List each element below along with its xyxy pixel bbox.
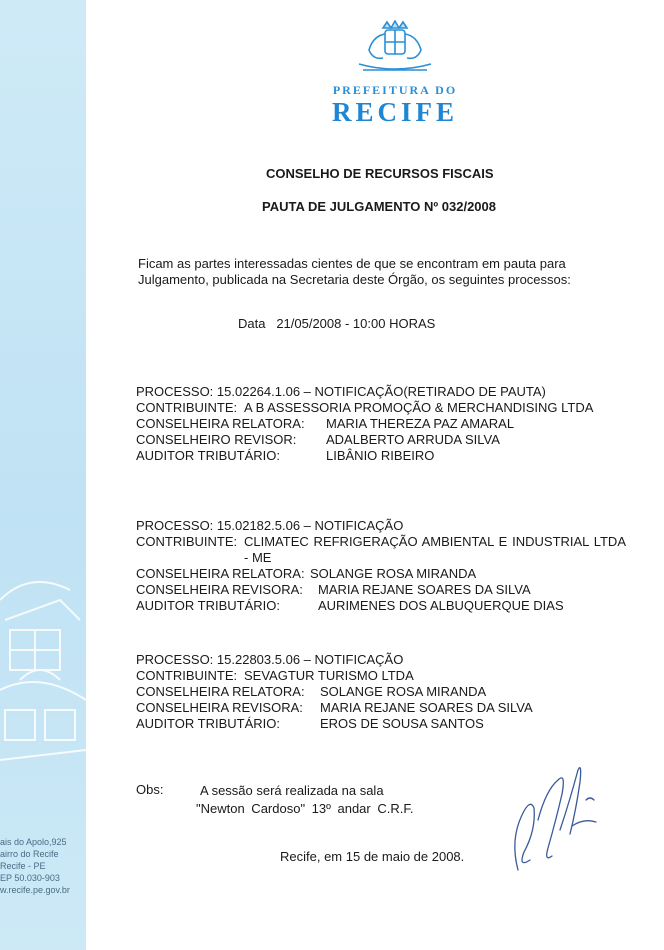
- rapporteur-value: MARIA THEREZA PAZ AMARAL: [326, 416, 515, 431]
- process-block: [136, 652, 606, 732]
- taxpayer-value: SEVAGTUR TURISMO LTDA: [244, 668, 414, 683]
- taxpayer-value: CLIMATEC REFRIGERAÇÃO AMBIENTAL E INDUSTRIAL LTDA - ME: [244, 534, 626, 565]
- rapporteur-label: CONSELHEIRA RELATORA:: [136, 416, 305, 431]
- address-line: EP 50.030-903: [0, 873, 60, 883]
- session-date-label: Data: [238, 316, 266, 331]
- process-block: [136, 518, 628, 614]
- rapporteur-label: CONSELHEIRA RELATORA:: [136, 684, 305, 699]
- auditor-value: LIBÂNIO RIBEIRO: [326, 448, 435, 463]
- brand-small-text: PREFEITURA DO: [332, 83, 458, 97]
- coat-of-arms-icon: [355, 20, 435, 76]
- intro-paragraph: Ficam as partes interessadas cientes de que se encontram em pauta para Julgamento, publicada na Secretaria deste Órgão, os seguintes processos:: [138, 256, 571, 287]
- process-number: PROCESSO: 15.22803.5.06 – NOTIFICAÇÃO: [136, 652, 404, 667]
- obs-label: Obs:: [136, 782, 164, 797]
- auditor-value: EROS DE SOUSA SANTOS: [320, 716, 484, 731]
- place-and-date: Recife, em 15 de maio de 2008.: [280, 849, 465, 864]
- rapporteur-value: SOLANGE ROSA MIRANDA: [320, 684, 487, 699]
- rapporteur-value: SOLANGE ROSA MIRANDA: [310, 566, 477, 581]
- handwritten-signature: [500, 760, 610, 890]
- address-line: ais do Apolo,925: [0, 837, 67, 847]
- process-number: PROCESSO: 15.02182.5.06 – NOTIFICAÇÃO: [136, 518, 404, 533]
- taxpayer-value: A B ASSESSORIA PROMOÇÃO & MERCHANDISING LTDA: [244, 400, 594, 415]
- reviewer-label: CONSELHEIRO REVISOR:: [136, 432, 297, 447]
- auditor-label: AUDITOR TRIBUTÁRIO:: [136, 598, 280, 613]
- obs-text-line1: A sessão será realizada na sala: [200, 783, 384, 798]
- reviewer-value: ADALBERTO ARRUDA SILVA: [326, 432, 500, 447]
- left-decorative-stripe: [0, 0, 86, 950]
- process-number: PROCESSO: 15.02264.1.06 – NOTIFICAÇÃO(RETIRADO DE PAUTA): [136, 384, 546, 399]
- reviewer-label: CONSELHEIRA REVISORA:: [136, 582, 303, 597]
- auditor-label: AUDITOR TRIBUTÁRIO:: [136, 448, 280, 463]
- prefeitura-logo: [320, 20, 470, 126]
- document-subtitle: PAUTA DE JULGAMENTO Nº 032/2008: [262, 199, 496, 214]
- reviewer-label: CONSELHEIRA REVISORA:: [136, 700, 303, 715]
- reviewer-value: MARIA REJANE SOARES DA SILVA: [318, 582, 531, 597]
- taxpayer-label: CONTRIBUINTE:: [136, 400, 238, 415]
- rapporteur-label: CONSELHEIRA RELATORA:: [136, 566, 305, 581]
- auditor-value: AURIMENES DOS ALBUQUERQUE DIAS: [318, 598, 564, 613]
- obs-text-line2: "Newton Cardoso" 13º andar C.R.F.: [196, 801, 414, 816]
- reviewer-value: MARIA REJANE SOARES DA SILVA: [320, 700, 533, 715]
- brand-large-text: RECIFE: [331, 97, 458, 127]
- session-date: [238, 316, 435, 331]
- taxpayer-label: CONTRIBUINTE:: [136, 668, 238, 683]
- taxpayer-label: CONTRIBUINTE:: [136, 534, 238, 549]
- address-line: airro do Recife: [0, 849, 59, 859]
- auditor-label: AUDITOR TRIBUTÁRIO:: [136, 716, 280, 731]
- document-title: CONSELHO DE RECURSOS FISCAIS: [266, 166, 494, 181]
- address-line: w.recife.pe.gov.br: [0, 885, 70, 895]
- address-line: Recife - PE: [0, 861, 46, 871]
- address-block: [0, 836, 86, 896]
- session-date-value: 21/05/2008 - 10:00 HORAS: [276, 316, 436, 331]
- process-block: [136, 384, 606, 464]
- building-watermark-icon: [0, 560, 86, 830]
